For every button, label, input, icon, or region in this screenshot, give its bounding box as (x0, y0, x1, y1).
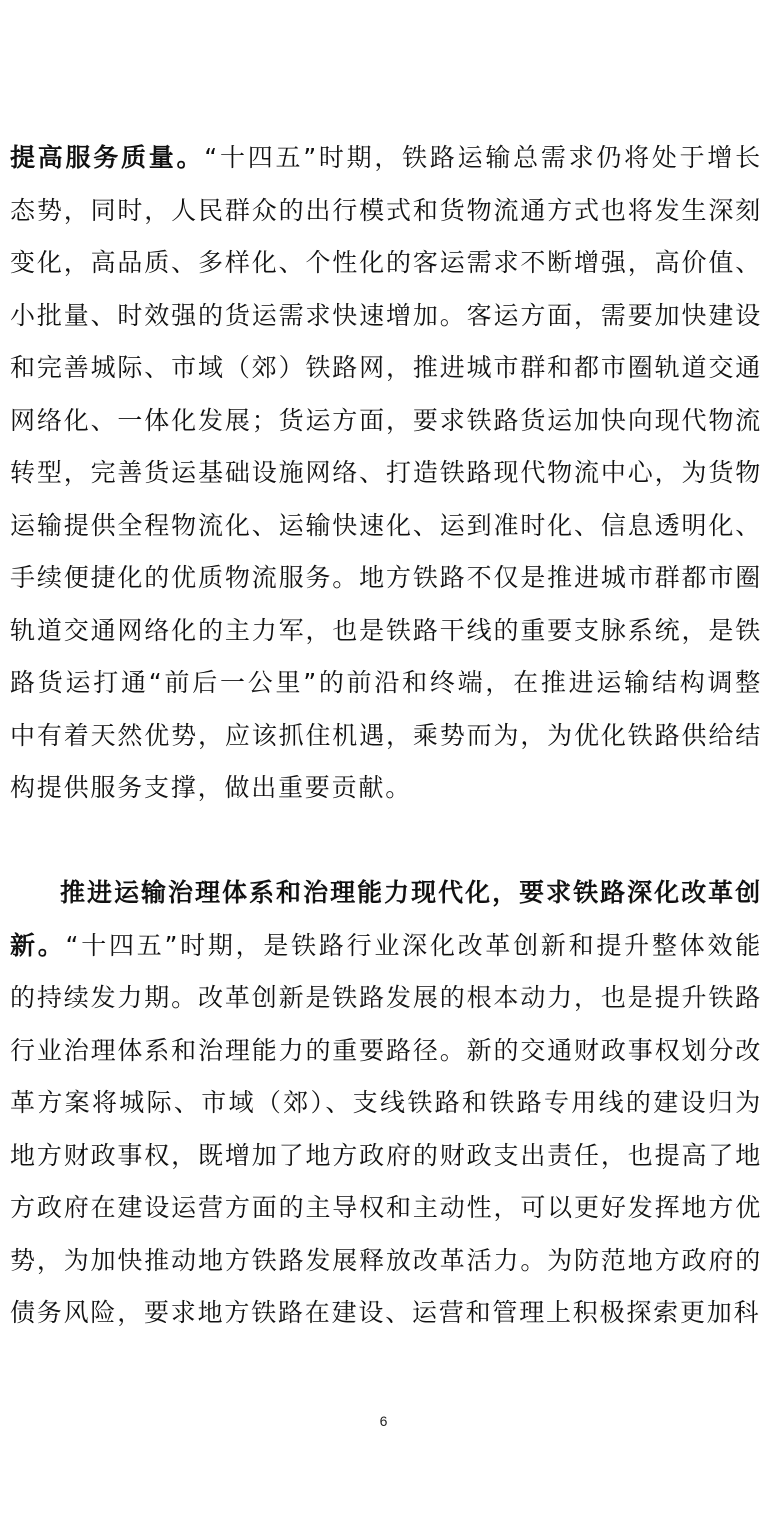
paragraph-lead-heading: 推进运输治理体系和治理能力现代化，要求铁路深化改革创新。 (10, 878, 762, 960)
paragraph-lead-heading: 提高服务质量。 (10, 143, 205, 172)
paragraph-body: “十四五”时期，是铁路行业深化改革创新和提升整体效能的持续发力期。改革创新是铁路发展的根本动力，也是提升铁路行业治理体系和治理能力的重要路径。新的交通财政事权划分改革方案将城际、市域（郊）、支线铁路和铁路专用线的建设归为地方财政事权，既增加了地方政府的财政支出责任，也提高了地方政府在建设运营方面的主导权和主动性，可以更好发挥地方优势，为加快推动地方铁路发展释放改革活力。为防范地方政府的债务风险，要求地方铁路在建设、运营和管理上积极探索更加科 (10, 930, 762, 1327)
paragraph-body: “十四五”时期，铁路运输总需求仍将处于增长态势，同时，人民群众的出行模式和货物流通方式也将发生深刻变化，高品质、多样化、个性化的客运需求不断增强，高价值、小批量、时效强的货运需求快速增加。客运方面，需要加快建设和完善城际、市域（郊）铁路网，推进城市群和都市圈轨道交通网络化、一体化发展；货运方面，要求铁路货运加快向现代物流转型，完善货运基础设施网络、打造铁路现代物流中心，为货物运输提供全程物流化、运输快速化、运到准时化、信息透明化、手续便捷化的优质物流服务。地方铁路不仅是推进城市群都市圈轨道交通网络化的主力军，也是铁路干线的重要支脉系统，是铁路货运打通“前后一公里”的前沿和终端，在推进运输结构调整中有着天然优势，应该抓住机遇，乘势而为，为优化铁路供给结构提供服务支撑，做出重要贡献。 (10, 143, 762, 802)
paragraph-text (10, 867, 762, 1340)
paragraph-service-quality (10, 132, 762, 815)
page-number: 6 (379, 1413, 388, 1429)
paragraph-text (10, 132, 762, 815)
paragraph-governance-reform (10, 867, 762, 1340)
